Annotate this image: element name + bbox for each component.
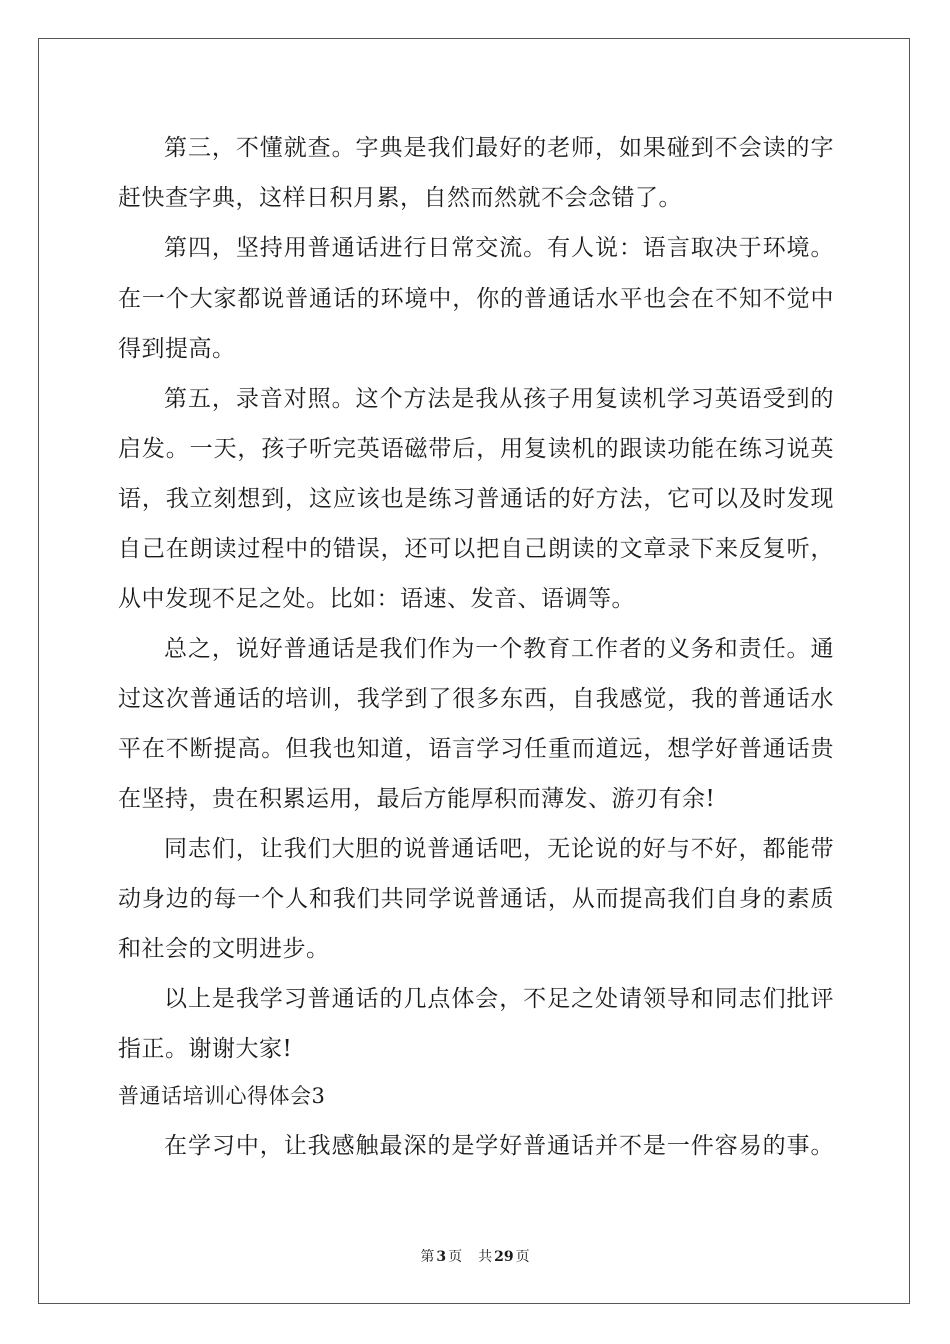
paragraph-line: 和社会的文明进步。: [118, 936, 330, 962]
paragraph-line: 第四，坚持用普通话进行日常交流。有人说：语言取决于环境。: [164, 235, 834, 261]
paragraph-line: 第三，不懂就查。字典是我们最好的老师，如果碰到不会读的字: [164, 135, 834, 161]
paragraph-line: 启发。一天，孩子听完英语磁带后，用复读机的跟读功能在练习说英: [118, 436, 834, 462]
paragraph-line: 在坚持，贵在积累运用，最后方能厚积而薄发、游刃有余!: [118, 786, 716, 812]
total-label-prefix: 共: [478, 1249, 493, 1265]
section-heading: 普通话培训心得体会3: [118, 1084, 326, 1108]
paragraph-line: 总之，说好普通话是我们作为一个教育工作者的义务和责任。通: [164, 636, 834, 662]
paragraph-line: 同志们，让我们大胆的说普通话吧，无论说的好与不好，都能带: [164, 836, 834, 862]
page-label-prefix: 第: [420, 1249, 435, 1265]
total-label-suffix: 页: [515, 1249, 530, 1265]
paragraph-line: 第五，录音对照。这个方法是我从孩子用复读机学习英语受到的: [164, 386, 834, 412]
paragraph-line: 在学习中，让我感触最深的是学好普通话并不是一件容易的事。: [164, 1133, 834, 1159]
paragraph-line: 得到提高。: [118, 336, 236, 362]
paragraph-line: 过这次普通话的培训，我学到了很多东西，自我感觉，我的普通话水: [118, 686, 834, 712]
paragraph-line: 在一个大家都说普通话的环境中，你的普通话水平也会在不知不觉中: [118, 286, 834, 312]
total-page-count: 29: [494, 1249, 514, 1265]
page-border: [38, 38, 910, 1304]
paragraph-line: 以上是我学习普通话的几点体会，不足之处请领导和同志们批评: [164, 986, 834, 1012]
paragraph-line: 自己在朗读过程中的错误，还可以把自己朗读的文章录下来反复听，: [118, 536, 834, 562]
page-label-suffix: 页: [448, 1249, 463, 1265]
current-page-number: 3: [436, 1249, 447, 1265]
paragraph-line: 从中发现不足之处。比如：语速、发音、语调等。: [118, 586, 635, 612]
paragraph-line: 动身边的每一个人和我们共同学说普通话，从而提高我们自身的素质: [118, 886, 834, 912]
paragraph-line: 平在不断提高。但我也知道，语言学习任重而道远，想学好普通话贵: [118, 736, 834, 762]
paragraph-line: 赶快查字典，这样日积月累，自然而然就不会念错了。: [118, 185, 682, 211]
page-footer: [0, 1247, 950, 1267]
paragraph-line: 指正。谢谢大家!: [118, 1036, 293, 1062]
paragraph-line: 语，我立刻想到，这应该也是练习普通话的好方法，它可以及时发现: [118, 486, 834, 512]
